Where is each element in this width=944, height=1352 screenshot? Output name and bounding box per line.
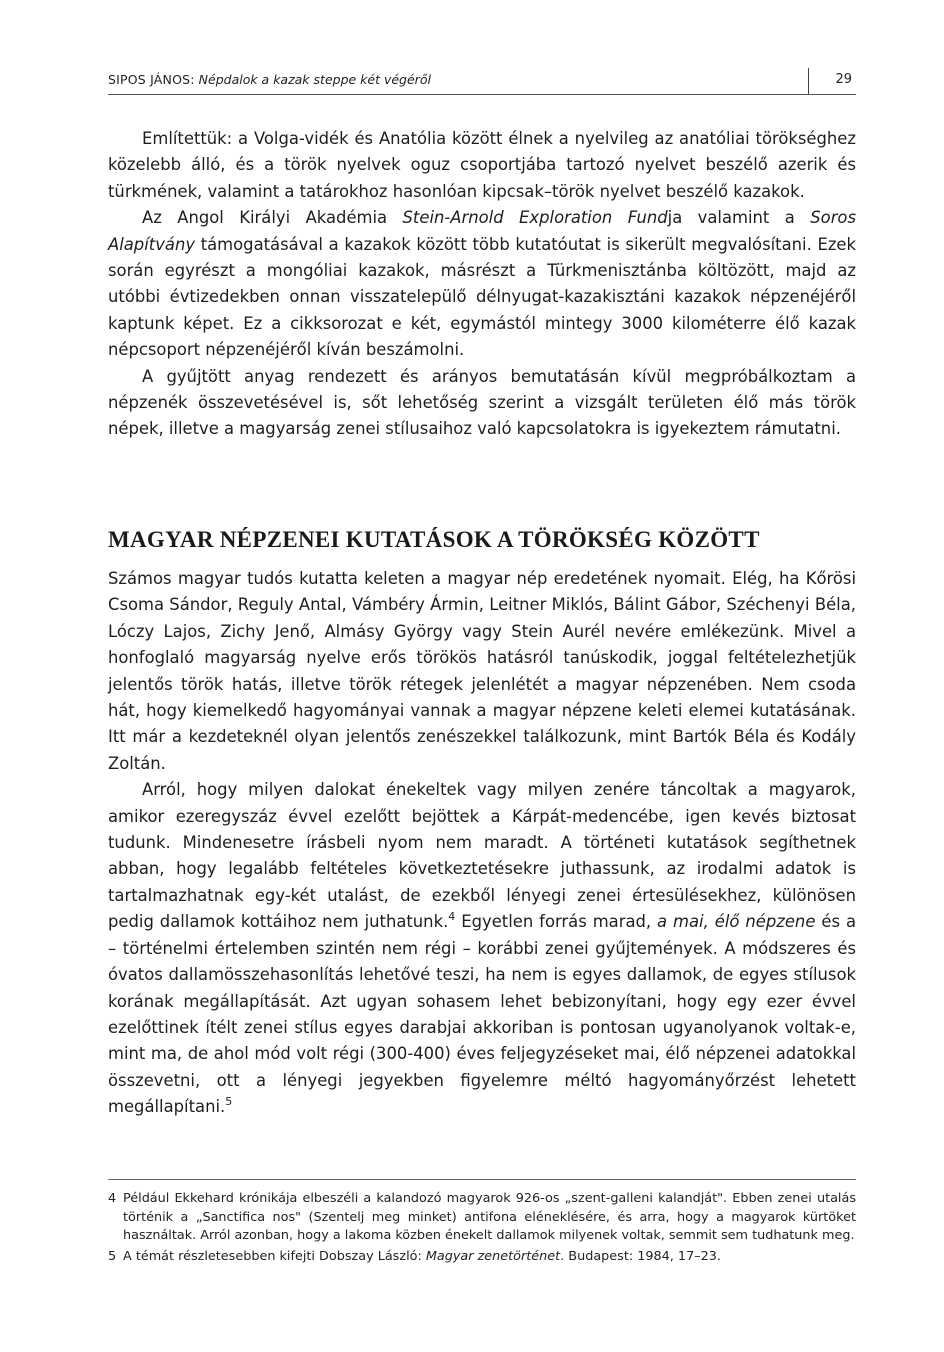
footnote-text: A témát részletesebben kifejti Dobszay László: bbox=[123, 1248, 426, 1264]
text-run: Arról, hogy milyen dalokat énekeltek vagy milyen zenére táncoltak a magyarok, amikor ezeregyszáz évvel ezelőtt bejöttek a Kárpát-medencébe, igen kevés biztosat tudunk. Mindenesetre írásbeli nyom nem maradt. A történeti kutatások segíthetnek abban, hogy legalább feltételes következtetésekre juthassunk, az irodalmi adatok is tartalmazhatnak egy-két utalást, de ezekből lényegi zenei értesülésekhez, különösen pedig dallamok kottáihoz nem juthatunk. bbox=[108, 780, 856, 932]
text-run: támogatásával a kazakok között több kutatóutat is sikerült megvalósítani. Ezek során egyrészt a mongóliai kazakok, másrészt a Türkmenisztánba költözött, majd az utóbbi évtizedekben onnan visszatelepülő délnyugat-kazakisztáni kazakok népzenéjéről kaptunk képet. Ez a cikksorozat e két, egymástól mintegy 3000 kilométerre élő kazak népcsoport népzenéjéről kíván beszámolni. bbox=[108, 234, 856, 360]
footnote-text: . Budapest: 1984, 17–23. bbox=[560, 1248, 721, 1264]
page-number: 29 bbox=[835, 72, 852, 87]
section-paragraph-1: Számos magyar tudós kutatta keleten a magyar nép eredetének nyomait. Elég, ha Kőrösi Csoma Sándor, Reguly Antal, Vámbéry Ármin, Leitner Miklós, Bálint Gábor, Széchenyi Béla, Lóczy Lajos, Zichy Jenő, Almásy György vagy Stein Aurél nevére emlékezünk. Mivel a honfoglaló magyarság nyelve erős törökös hatásról tanúskodik, joggal feltételezhetjük jelentős török hatás, illetve török rétegek jelenlétét a magyar népzenében. Nem csoda hát, hogy kiemelkedő hagyományai vannak a magyar népzene keleti elemei kutatásának. Itt már a kezdeteknél olyan jelentős zenészekkel találkozunk, mint Bartók Béla és Kodály Zoltán. bbox=[108, 569, 856, 773]
header-separator bbox=[808, 68, 809, 94]
footnote-4 bbox=[108, 1190, 856, 1246]
intro-section bbox=[108, 126, 856, 443]
section-body bbox=[108, 566, 856, 1121]
text-run: és a – történelmi értelemben szintén nem régi – korábbi zenei gyűjtemények. A módszeres és óvatos dallamösszehasonlítás lehetővé teszi, ha nem is egyes dallamok, de egyes stílusok korának megállapítását. Azt ugyan sohasem lehet bebizonyítani, hogy egy ezer évvel ezelőttinek ítélt zenei stílus egyes darabjai akkoriban is pontosan ugyanolyanok voltak-e, mint ma, de ahol mód volt régi (300-400) éves feljegyzéseket mai, élő népzenei adatokkal összevetni, ott a lényegi jegyekben figyelemre méltó hagyományőrzést lehetett megállapítani. bbox=[108, 912, 856, 1117]
italic-run: a mai, élő népzene bbox=[657, 912, 816, 932]
header-title: Népdalok a kazak steppe két végéről bbox=[198, 72, 431, 87]
section-paragraph-2 bbox=[108, 777, 856, 1120]
italic-run: Stein-Arnold Exploration Fund bbox=[402, 208, 668, 228]
footnote-ref-4[interactable]: 4 bbox=[448, 910, 456, 924]
footnote-text: Például Ekkehard krónikája elbeszéli a kalandozó magyarok 926-os „szent-galleni kalandját". Ebben zenei utalás történik a „Sanctifica nos" (Szentelj meg minket) antifona eléneklésére, és arra, hogy a magyarok kürtöket használtak. Arról azonban, hogy a lakoma közben énekelt dallamok milyenek voltak, semmit sem tudhatunk meg. bbox=[123, 1191, 856, 1244]
text-run: Az Angol Királyi Akadémia bbox=[142, 208, 403, 228]
running-header bbox=[108, 72, 856, 95]
intro-paragraph-2 bbox=[108, 205, 856, 363]
footnotes bbox=[108, 1190, 856, 1268]
footnote-number: 4 bbox=[108, 1191, 117, 1206]
footnote-ref-5[interactable]: 5 bbox=[225, 1095, 233, 1109]
header-author: SIPOS JÁNOS: bbox=[108, 72, 195, 87]
intro-paragraph-1: Említettük: a Volga-vidék és Anatólia között élnek a nyelvileg az anatóliai törökséghez közelebb álló, és a török nyelvek oguz csoportjába tartozó nyelvet beszélő azerik és türkmének, valamint a tatárokhoz hasonlóan kipcsak–török nyelvet beszélő kazakok. bbox=[108, 129, 856, 201]
footnote-5 bbox=[108, 1248, 856, 1267]
section-heading: MAGYAR NÉPZENEI KUTATÁSOK A TÖRÖKSÉG KÖZÖTT bbox=[108, 527, 760, 552]
text-run: Egyetlen forrás marad, bbox=[455, 912, 658, 932]
text-run: ja valamint a bbox=[667, 208, 811, 228]
footnote-divider bbox=[108, 1179, 856, 1180]
italic-run: Soros Alapítvány bbox=[108, 208, 857, 254]
italic-run: Magyar zenetörténet bbox=[425, 1248, 561, 1264]
intro-paragraph-3: A gyűjtött anyag rendezett és arányos bemutatásán kívül megpróbálkoztam a népzenék összevetésével is, sőt lehetőség szerint a vizsgált területen élő más török népek, illetve a magyarság zenei stílusaihoz való kapcsolatokra is igyekeztem rámutatni. bbox=[108, 366, 856, 439]
footnote-number: 5 bbox=[108, 1248, 117, 1264]
